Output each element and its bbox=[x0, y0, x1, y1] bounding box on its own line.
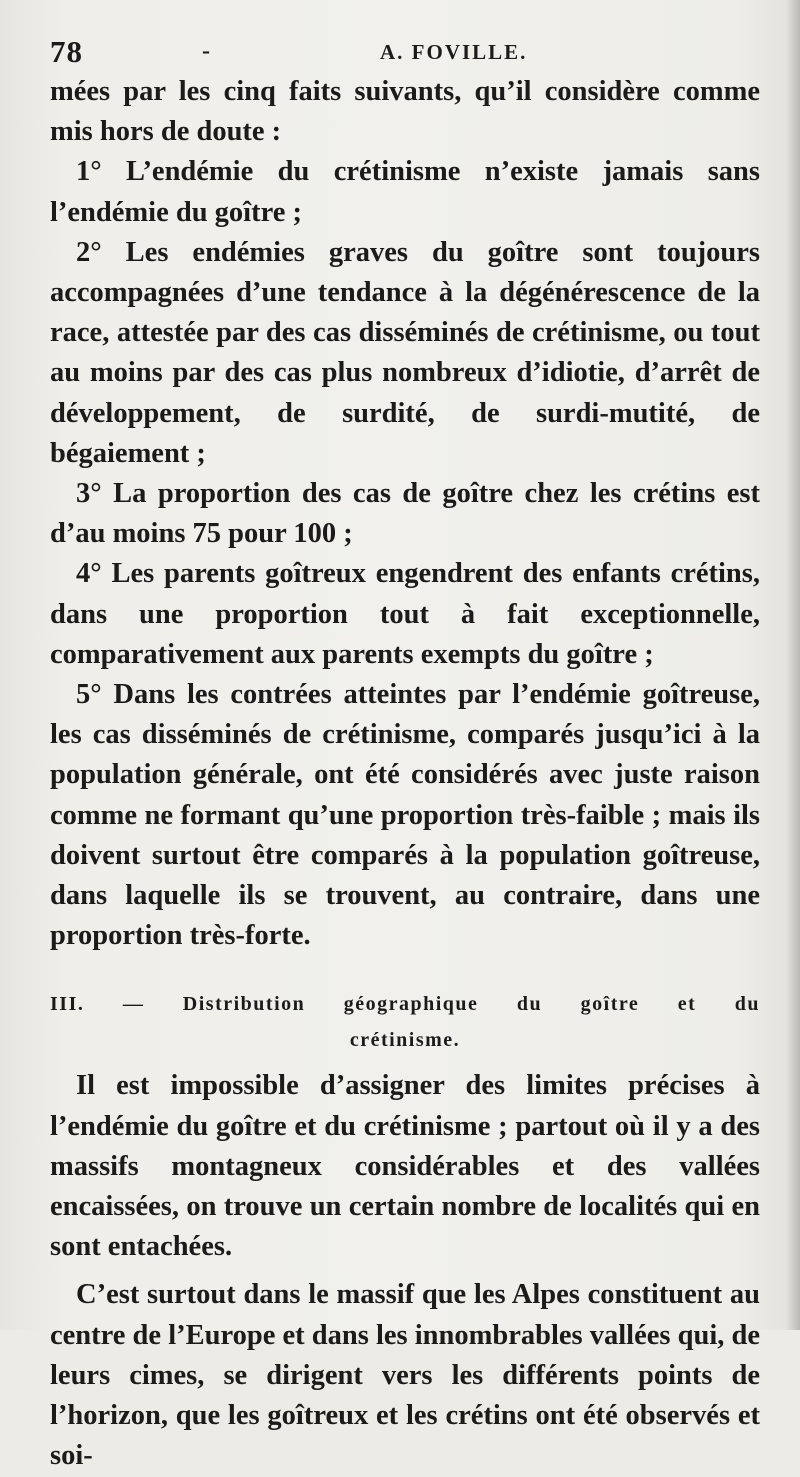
section-heading-line-2: crétinisme. bbox=[349, 1029, 461, 1052]
section-heading bbox=[50, 986, 760, 1058]
running-title: A. FOVILLE. bbox=[380, 40, 528, 64]
paragraph-fact-5: 5° Dans les contrées atteintes par l’endémie goîtreuse, les cas disséminés de crétinisme, comparés jusqu’ici à la population générale, ont été considérés avec juste raison comme ne formant qu’une proportion très-faible ; mais ils doivent surtout être comparés à la population goîtreuse, dans laquelle ils se trouvent, au contraire, dans une proportion très-forte. bbox=[50, 679, 760, 952]
page-edge-shadow bbox=[786, 0, 800, 1330]
paragraph-fact-2: 2° Les endémies graves du goître sont toujours accompagnées d’une tendance à la dégénérescence de la race, attestée par des cas disséminés de crétinisme, ou tout au moins par des cas plus nombreux d’idiotie, d’arrêt de développement, de surdité, de surdi-mutité, de bégaiement ; bbox=[50, 236, 760, 469]
paragraph-fact-1: 1° L’endémie du crétinisme n’existe jamais sans l’endémie du goître ; bbox=[50, 156, 760, 228]
header-dash: - bbox=[202, 38, 210, 64]
paragraph-fact-4: 4° Les parents goîtreux engendrent des enfants crétins, dans une proportion tout à fait exceptionnelle, comparativement aux parents exempts du goître ; bbox=[50, 558, 760, 670]
paragraph-limits: Il est impossible d’assigner des limites précises à l’endémie du goître et du crétinisme ; partout où il y a des massifs montagneux considérables et des vallées encaissées, on trouve un certain nombre de localités qui en sont entachées. bbox=[50, 1070, 760, 1263]
page-number: 78 bbox=[50, 34, 83, 69]
page-header bbox=[50, 34, 760, 74]
paragraph-alps: C’est surtout dans le massif que les Alpes constituent au centre de l’Europe et dans les innombrables vallées qui, de leurs cimes, se dirigent vers les différents points de l’horizon, que les goîtreux et les crétins ont été observés et soi- bbox=[50, 1279, 760, 1472]
section-heading-line-1: III. — Distribution géographique du goître et du bbox=[50, 993, 760, 1016]
paragraph-fact-3: 3° La proportion des cas de goître chez les crétins est d’au moins 75 pour 100 ; bbox=[50, 478, 760, 550]
page-body bbox=[50, 72, 760, 1477]
paragraph-continuation: mées par les cinq faits suivants, qu’il considère comme mis hors de doute : bbox=[50, 76, 760, 148]
